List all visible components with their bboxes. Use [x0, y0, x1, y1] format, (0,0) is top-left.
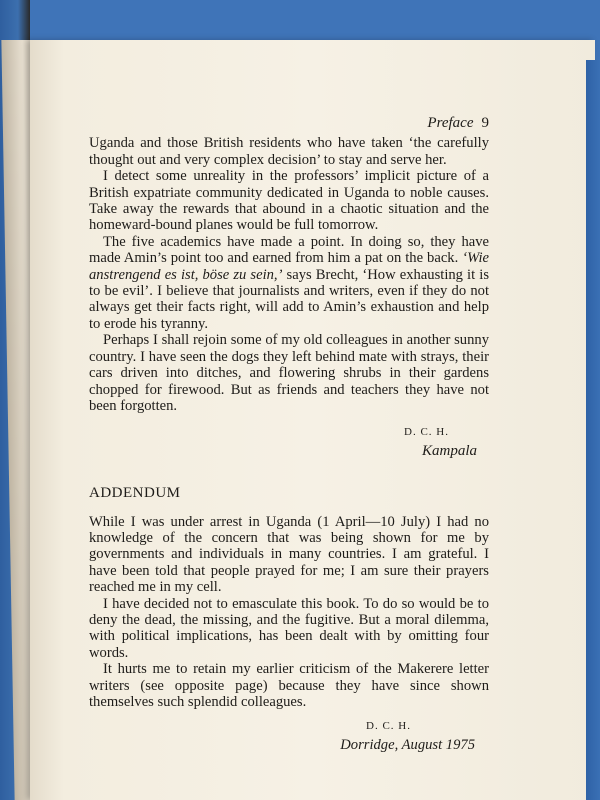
paragraph-1: Uganda and those British residents who have taken ‘the carefully thought out and very complex decision’ to stay and serve her.: [89, 135, 489, 168]
signature-initials: D. C. H.: [404, 426, 449, 439]
background-right: [586, 60, 600, 800]
addendum-heading: ADDENDUM: [89, 485, 181, 502]
addendum-signature-place: Dorridge, August 1975: [340, 736, 475, 753]
paragraph-3: [89, 234, 489, 332]
addendum-paragraph-2: I have decided not to emasculate this book. To do so would be to deny the dead, the missing, and the fugitive. But a moral dilemma, with political implications, has been dealt with by omitting four words.: [89, 595, 489, 661]
page-number: 9: [481, 115, 489, 131]
addendum-paragraph-1: While I was under arrest in Uganda (1 April—10 July) I had no knowledge of the concern that was being shown for me by governments and individuals in many countries. I am grateful. I have been told that people prayed for me; I am sure their prayers reached me in my cell.: [89, 513, 489, 596]
running-title: Preface: [427, 115, 474, 131]
signature-place: Kampala: [421, 442, 477, 459]
running-head: [89, 115, 489, 131]
addendum-paragraph-3: It hurts me to retain my earlier criticism of the Makerere letter writers (see opposite page) because they have since shown themselves such splendid colleagues.: [89, 661, 489, 710]
paragraph-2: I detect some unreality in the professors’ implicit picture of a British expatriate community dedicated in Uganda to noble causes. Take away the rewards that abound in a chaotic situation and the homeward-bound planes would be full tomorrow.: [89, 168, 489, 234]
paragraph-4: Perhaps I shall rejoin some of my old colleagues in another sunny country. I have seen the dogs they left behind mate with strays, their cars driven into ditches, and flowering shrubs in their gardens chopped for firewood. But as friends and teachers they have not been forgotten.: [89, 332, 489, 414]
brecht-quote-translation: says Brecht, ‘How exhausting it is to be evil’.: [89, 266, 490, 300]
brecht-quote-german: ‘Wie anstrengend es ist, böse zu sein,’: [89, 250, 489, 283]
page-content: [89, 115, 489, 753]
addendum-signature-initials: D. C. H.: [366, 720, 411, 733]
paragraph-3-text: The five academics have made a point. In doing so, they have made Amin’s point too and earned from him a pat on the back.: [89, 233, 489, 267]
paragraph-3-conclusion: I believe that journalists and writers, even if they do not always get their facts right, will add to Amin’s exhaustion and help to erode his tyranny.: [89, 283, 490, 332]
